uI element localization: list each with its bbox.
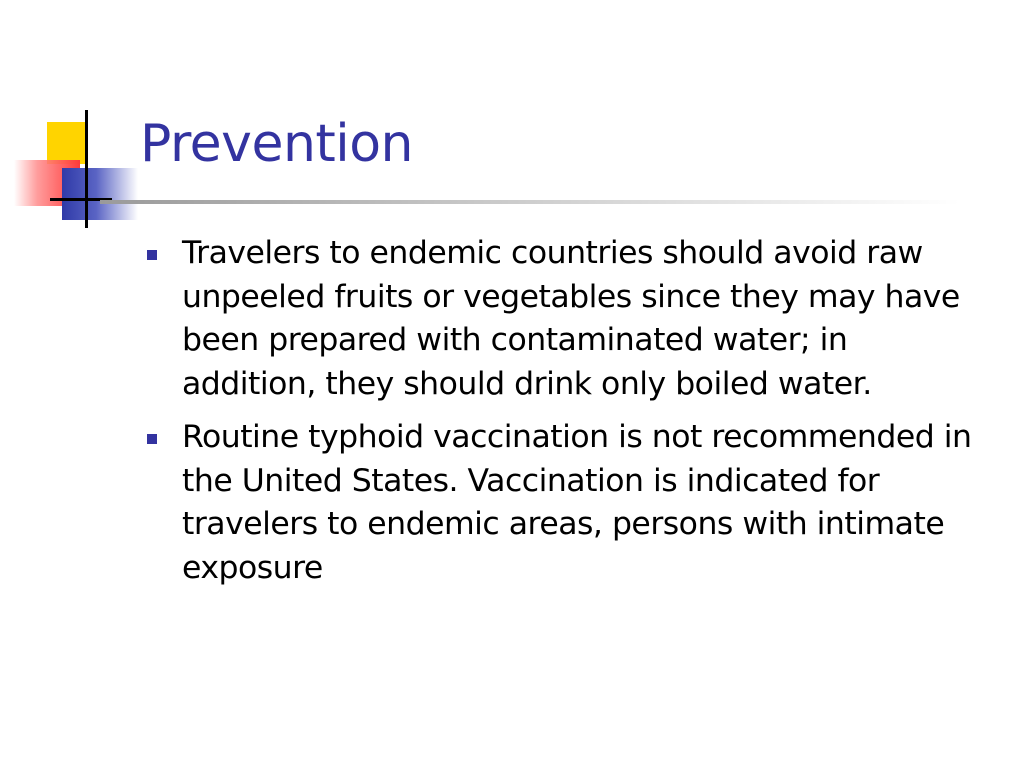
yellow-square (47, 122, 87, 164)
vertical-line (85, 110, 88, 228)
decorative-logo (0, 0, 140, 240)
bullet-list (144, 232, 974, 600)
slide-title: Prevention (140, 114, 414, 174)
title-divider (100, 200, 960, 204)
bullet-text: Routine typhoid vaccination is not recommended in the United States. Vaccination is indicated for travelers to endemic areas, persons with intimate exposure (182, 419, 972, 586)
list-item (144, 232, 974, 406)
blue-square (62, 168, 138, 220)
bullet-square-icon (147, 250, 157, 260)
list-item (144, 416, 974, 590)
bullet-text: Travelers to endemic countries should avoid raw unpeeled fruits or vegetables since they may have been prepared with contaminated water; in addition, they should drink only boiled water. (182, 235, 960, 402)
bullet-square-icon (147, 434, 157, 444)
